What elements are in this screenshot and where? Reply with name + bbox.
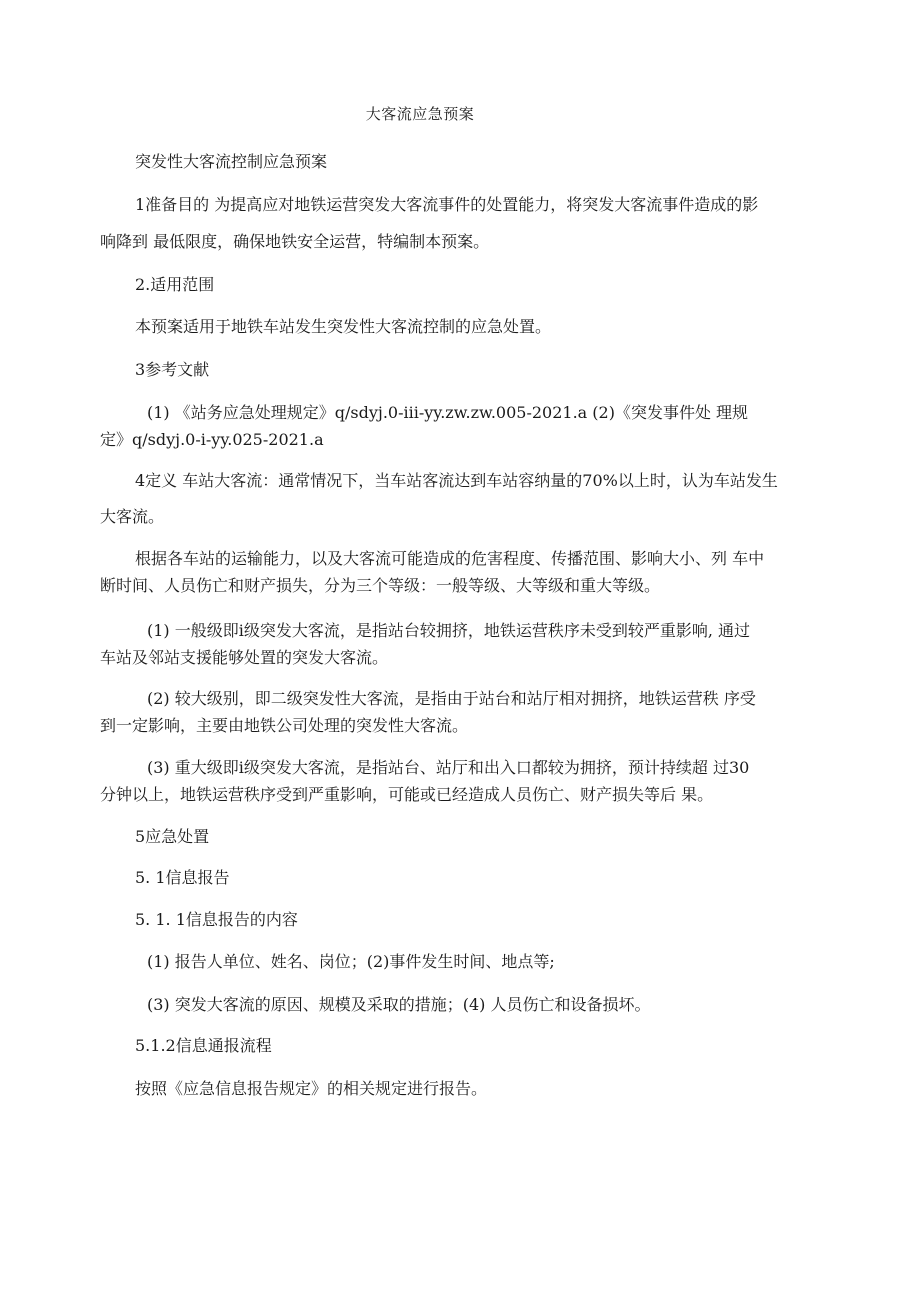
subsection-heading: 5.1.2信息通报流程 bbox=[135, 1036, 272, 1055]
page-title: 大客流应急预案 bbox=[365, 105, 475, 123]
paragraph-line: 分钟以上，地铁运营秩序受到严重影响，可能或已经造成人员伤亡、财产损失等后 果。 bbox=[100, 785, 714, 804]
paragraph-line: 根据各车站的运输能力，以及大客流可能造成的危害程度、传播范围、影响大小、列 车中 bbox=[135, 549, 765, 568]
paragraph-line: 车站及邻站支援能够处置的突发大客流。 bbox=[100, 648, 389, 667]
section-heading: 5应急处置 bbox=[135, 827, 210, 846]
subsection-heading: 5. 1信息报告 bbox=[135, 868, 230, 887]
reference-line: (1) 《站务应急处理规定》q/sdyj.0-iii-yy.zw.zw.005-2021.a (2)《突发事件处 理规 bbox=[147, 403, 749, 422]
paragraph-line: (3) 重大级即i级突发大客流，是指站台、站厅和出入口都较为拥挤，预计持续超 过30 bbox=[147, 758, 750, 777]
paragraph-line: 本预案适用于地铁车站发生突发性大客流控制的应急处置。 bbox=[135, 317, 552, 336]
list-item: (3) 突发大客流的原因、规模及采取的措施；(4) 人员伤亡和设备损坏。 bbox=[147, 995, 651, 1014]
paragraph-line: (2) 较大级别，即二级突发性大客流，是指由于站台和站厅相对拥挤，地铁运营秩 序受 bbox=[147, 689, 756, 708]
paragraph-line: 4定义 车站大客流：通常情况下，当车站客流达到车站容纳量的70%以上时，认为车站发生 bbox=[135, 471, 778, 490]
section-heading: 2.适用范围 bbox=[135, 275, 215, 294]
list-item: (1) 报告人单位、姓名、岗位；(2)事件发生时间、地点等; bbox=[147, 952, 555, 971]
paragraph-line: 响降到 最低限度，确保地铁安全运营，特编制本预案。 bbox=[100, 232, 490, 251]
paragraph-line: 断时间、人员伤亡和财产损失，分为三个等级：一般等级、大等级和重大等级。 bbox=[100, 576, 661, 595]
heading-plan: 突发性大客流控制应急预案 bbox=[135, 152, 328, 171]
reference-line: 定》q/sdyj.0-i-yy.025-2021.a bbox=[100, 430, 324, 449]
paragraph-line: 按照《应急信息报告规定》的相关规定进行报告。 bbox=[135, 1079, 488, 1098]
paragraph-line: 到一定影响，主要由地铁公司处理的突发性大客流。 bbox=[100, 716, 469, 735]
paragraph-line: 1准备目的 为提高应对地铁运营突发大客流事件的处置能力，将突发大客流事件造成的影 bbox=[135, 195, 759, 214]
subsection-heading: 5. 1. 1信息报告的内容 bbox=[135, 910, 298, 929]
paragraph-line: (1) 一般级即i级突发大客流，是指站台较拥挤，地铁运营秩序未受到较严重影响, 通过 bbox=[147, 621, 751, 640]
section-heading: 3参考文献 bbox=[135, 360, 210, 379]
paragraph-line: 大客流。 bbox=[100, 507, 165, 526]
